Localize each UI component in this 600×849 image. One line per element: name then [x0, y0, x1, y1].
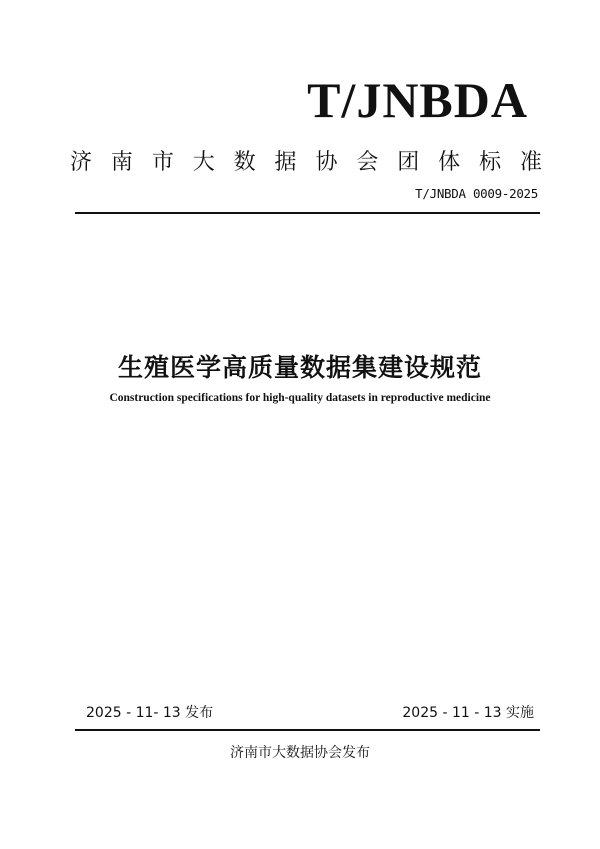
organization-name-char: 据 [274, 150, 297, 175]
organization-name-char: 市 [151, 150, 174, 175]
publish-date: 2025 - 11- 13 发布 [86, 705, 214, 721]
organization-name-char: 体 [438, 150, 461, 175]
organization-name-char: 标 [479, 150, 502, 175]
publisher: 济南市大数据协会发布 [230, 745, 370, 761]
top-divider [75, 212, 540, 214]
organization-name-char: 协 [315, 150, 338, 175]
organization-name [70, 148, 542, 178]
organization-name-char: 会 [356, 150, 379, 175]
implement-date: 2025 - 11 - 13 实施 [402, 705, 534, 721]
organization-name-char: 南 [110, 150, 133, 175]
organization-name-char: 数 [233, 150, 256, 175]
standard-logo: T/JNBDA [307, 72, 528, 128]
organization-name-char: 准 [519, 150, 542, 175]
document-title: 生殖医学高质量数据集建设规范 [117, 353, 482, 382]
organization-name-char: 大 [192, 150, 215, 175]
bottom-divider [75, 729, 540, 731]
standard-code: T/JNBDA 0009-2025 [415, 186, 538, 201]
document-subtitle-english: Construction specifications for high-quality datasets in reproductive medicine [109, 392, 491, 404]
organization-name-char: 团 [397, 150, 420, 175]
organization-name-char: 济 [70, 150, 93, 175]
